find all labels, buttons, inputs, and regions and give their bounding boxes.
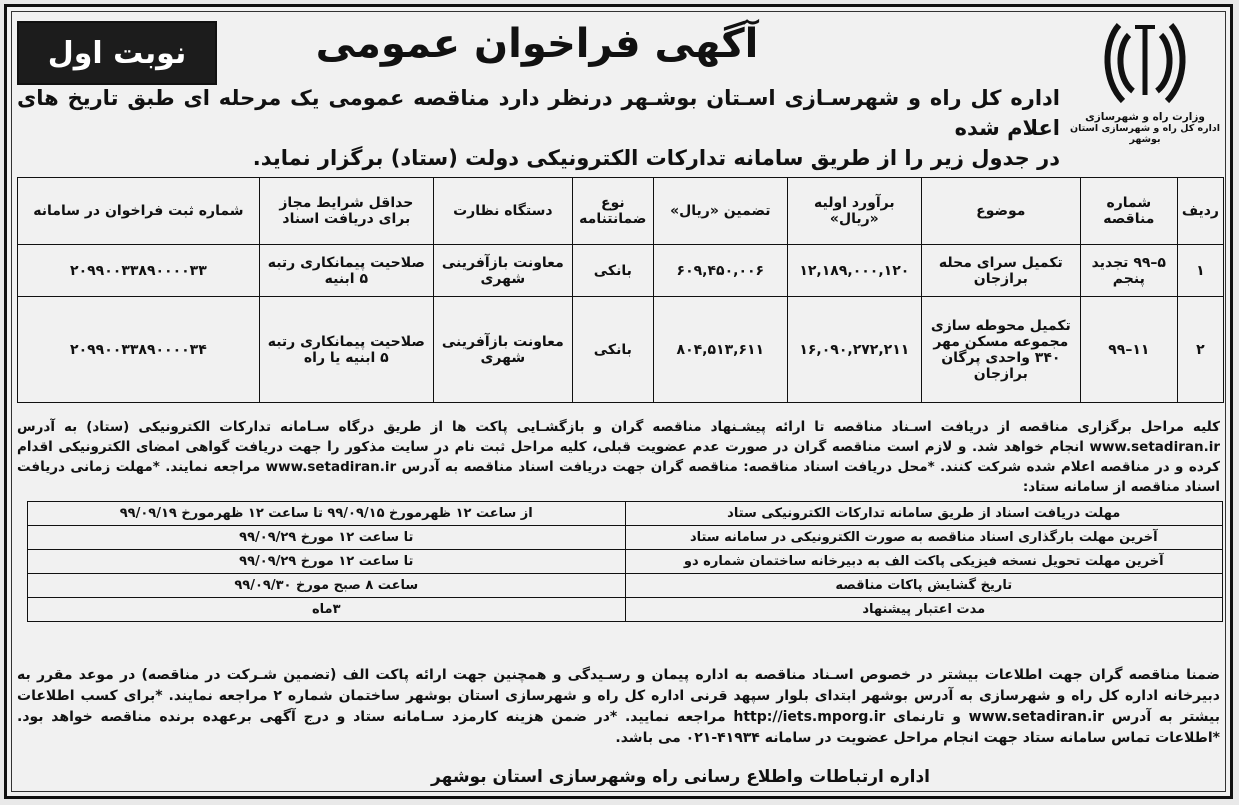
cell-row-number: ۱ <box>1177 245 1223 297</box>
cell-registration: ۲۰۹۹۰۰۳۳۸۹۰۰۰۰۳۴ <box>18 297 260 403</box>
cell-requirements: صلاحیت پیمانکاری رتبه ۵ ابنیه <box>259 245 433 297</box>
contact-paragraph: ضمنا مناقصه گران جهت اطلاعات بیشتر در خصوص اسـناد مناقصه به اداره پیمان و رسـیدگی و همچنین جهت ارائه پاکت الف (تضمین شـرکت در مناقصه) در موعد مقرر به دبیرخانه اداره کل راه و شهرسازی به آدرس بوشهر ابتدای بلوار سپهد قرنی اداره کل راه و شهرسازی استان بوشهر ساختمان شماره ۲ مراجعه نمایند. *برای کسب اطلاعات بیشتر به آدرس www.setadiran.ir و تارنمای http://iets.mporg.ir مراجعه نمایید. *در ضمن هزینه کارمزد سـامانه ستاد و درج آگهی برعهده برنده مناقصه خواهد بود. *اطلاعات تماس سامانه ستاد جهت انجام مراحل عضویت در سامانه ۴۱۹۳۴-۰۲۱ می باشد. <box>17 667 1220 746</box>
cell-tender-number: ۵–۹۹ تجدید پنجم <box>1080 245 1177 297</box>
deadline-label: مهلت دریافت اسناد از طریق سامانه تدارکات الکترونیکی ستاد <box>625 502 1223 526</box>
cell-guarantee: ۶۰۹,۴۵۰,۰۰۶ <box>653 245 787 297</box>
header-row-number: ردیف <box>1177 178 1223 245</box>
footer-signature: اداره ارتباطات واطلاع رسانی راه وشهرسازی استان بوشهر <box>431 767 930 787</box>
iran-emblem-icon <box>1099 17 1191 109</box>
deadline-value: از ساعت ۱۲ ظهرمورخ ۹۹/۰۹/۱۵ تا ساعت ۱۲ ظهرمورخ ۹۹/۰۹/۱۹ <box>28 502 626 526</box>
deadline-label: مدت اعتبار پیشنهاد <box>625 598 1223 622</box>
cell-estimate: ۱۶,۰۹۰,۲۷۲,۲۱۱ <box>787 297 921 403</box>
header-tender-number: شماره مناقصه <box>1080 178 1177 245</box>
deadline-row <box>28 550 1223 574</box>
header-supervisor: دستگاه نظارت <box>433 178 572 245</box>
cell-guarantee-type: بانکی <box>572 297 653 403</box>
logo-office-name: اداره کل راه و شهرسازی استان بوشهر <box>1069 123 1220 145</box>
table-row <box>18 297 1224 403</box>
intro-text <box>17 83 1060 173</box>
table-header-row <box>18 178 1224 245</box>
deadline-row <box>28 502 1223 526</box>
deadline-label: آخرین مهلت تحویل نسخه فیزیکی پاکت الف به دبیرخانه ساختمان شماره دو <box>625 550 1223 574</box>
deadline-value: تا ساعت ۱۲ مورخ ۹۹/۰۹/۲۹ <box>28 526 626 550</box>
cell-guarantee-type: بانکی <box>572 245 653 297</box>
cell-registration: ۲۰۹۹۰۰۳۳۸۹۰۰۰۰۳۳ <box>18 245 260 297</box>
cell-subject: تکمیل سرای محله برازجان <box>921 245 1080 297</box>
procedure-paragraph: کلیه مراحل برگزاری مناقصه از دریافت اسـناد مناقصه تا ارائه پیشـنهاد مناقصه گران و بازگشـایی پاکت ها از طریق درگاه سـامانه تدارکات الکترونیکی (ستاد) به آدرس www.setadiran.ir انجام خواهد شد. و لازم است مناقصه گران در صورت عدم عضویت قبلی، کلیه مراحل ثبت نام در سایت مذکور را جهت دریافت گواهی امضای الکترونیکی اقدام کرده و در مناقصه اعلام شده شرکت کنند. *محل دریافت اسناد مناقصه: مناقصه گران جهت دریافت اسناد مناقصه به آدرس www.setadiran.ir مراجعه نمایند. *مهلت زمانی دریافت اسناد مناقصه از سامانه ستاد: <box>17 419 1220 495</box>
deadline-row <box>28 598 1223 622</box>
cell-estimate: ۱۲,۱۸۹,۰۰۰,۱۲۰ <box>787 245 921 297</box>
cell-supervisor: معاونت بازآفرینی شهری <box>433 245 572 297</box>
cell-supervisor: معاونت بازآفرینی شهری <box>433 297 572 403</box>
cell-requirements: صلاحیت پیمانکاری رتبه ۵ ابنیه یا راه <box>259 297 433 403</box>
logo-ministry-name: وزارت راه و شهرسازی <box>1085 111 1205 123</box>
header-requirements: حداقل شرایط مجاز برای دریافت اسناد <box>259 178 433 245</box>
deadline-value: ساعت ۸ صبح مورخ ۹۹/۰۹/۳۰ <box>28 574 626 598</box>
deadline-value: تا ساعت ۱۲ مورخ ۹۹/۰۹/۲۹ <box>28 550 626 574</box>
deadline-row <box>28 526 1223 550</box>
round-badge: نوبت اول <box>17 21 217 85</box>
ministry-logo <box>1070 17 1220 167</box>
intro-line-2: در جدول زیر را از طریق سامانه تدارکات الکترونیکی دولت (ستاد) برگزار نماید. <box>252 146 1060 170</box>
header-subject: موضوع <box>921 178 1080 245</box>
intro-line-1: اداره کل راه و شهرسـازی اسـتان بوشـهر درنظر دارد مناقصه عمومی یک مرحله ای طبق تاریخ های اعلام شده <box>17 86 1060 140</box>
tenders-table <box>17 177 1224 403</box>
header-estimate: برآورد اولیه «ریال» <box>787 178 921 245</box>
page-title: آگهی فراخوان عمومی <box>315 21 759 67</box>
table-row <box>18 245 1224 297</box>
deadline-label: تاریخ گشایش پاکات مناقصه <box>625 574 1223 598</box>
advertisement-page <box>4 4 1233 799</box>
deadlines-table <box>27 501 1223 622</box>
cell-guarantee: ۸۰۴,۵۱۳,۶۱۱ <box>653 297 787 403</box>
cell-row-number: ۲ <box>1177 297 1223 403</box>
cell-subject: تکمیل محوطه سازی مجموعه مسکن مهر ۳۴۰ واحدی پرگان برازجان <box>921 297 1080 403</box>
header-registration: شماره ثبت فراخوان در سامانه <box>18 178 260 245</box>
cell-tender-number: ۱۱–۹۹ <box>1080 297 1177 403</box>
header-guarantee: تضمین «ریال» <box>653 178 787 245</box>
deadline-row <box>28 574 1223 598</box>
header-guarantee-type: نوع ضمانتنامه <box>572 178 653 245</box>
deadline-value: ۳ماه <box>28 598 626 622</box>
deadline-label: آخرین مهلت بارگذاری اسناد مناقصه به صورت الکترونیکی در سامانه ستاد <box>625 526 1223 550</box>
